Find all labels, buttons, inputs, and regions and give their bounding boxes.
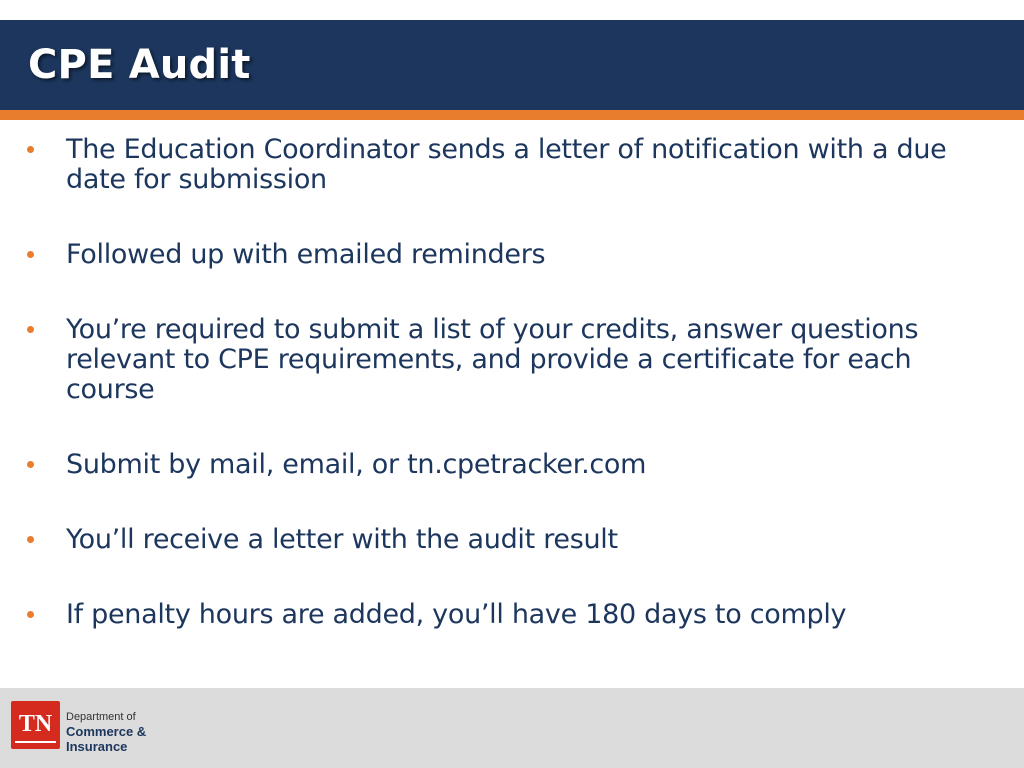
department-logo (11, 701, 171, 754)
bullet-text: The Education Coordinator sends a letter of notification with a due date for submission (66, 134, 947, 195)
footer-bar (0, 688, 1024, 768)
bullet-icon (27, 146, 34, 153)
accent-divider (0, 110, 1024, 120)
title-bar (0, 20, 1024, 110)
tn-logo-stripe (15, 741, 56, 743)
bullet-icon (27, 461, 34, 468)
tn-logo-mark: TN (18, 711, 53, 737)
bullet-icon (27, 251, 34, 258)
slide-title: CPE Audit (28, 42, 251, 88)
logo-text-department: Department of (66, 711, 136, 723)
bullet-text: If penalty hours are added, you’ll have 180 days to comply (66, 599, 847, 630)
bullet-icon (27, 536, 34, 543)
logo-text-commerce: Commerce & (66, 724, 147, 739)
tn-logo-icon (11, 701, 60, 749)
logo-text-insurance: Insurance (66, 739, 128, 754)
bullet-text: Followed up with emailed reminders (66, 239, 546, 270)
bullet-icon (27, 611, 34, 618)
bullet-text: You’ll receive a letter with the audit result (66, 524, 618, 555)
bullet-icon (27, 326, 34, 333)
bullet-text: You’re required to submit a list of your credits, answer questions relevant to CPE requirements, and provide a certificate for each course (66, 314, 919, 405)
bullet-text: Submit by mail, email, or tn.cpetracker.com (66, 449, 647, 480)
